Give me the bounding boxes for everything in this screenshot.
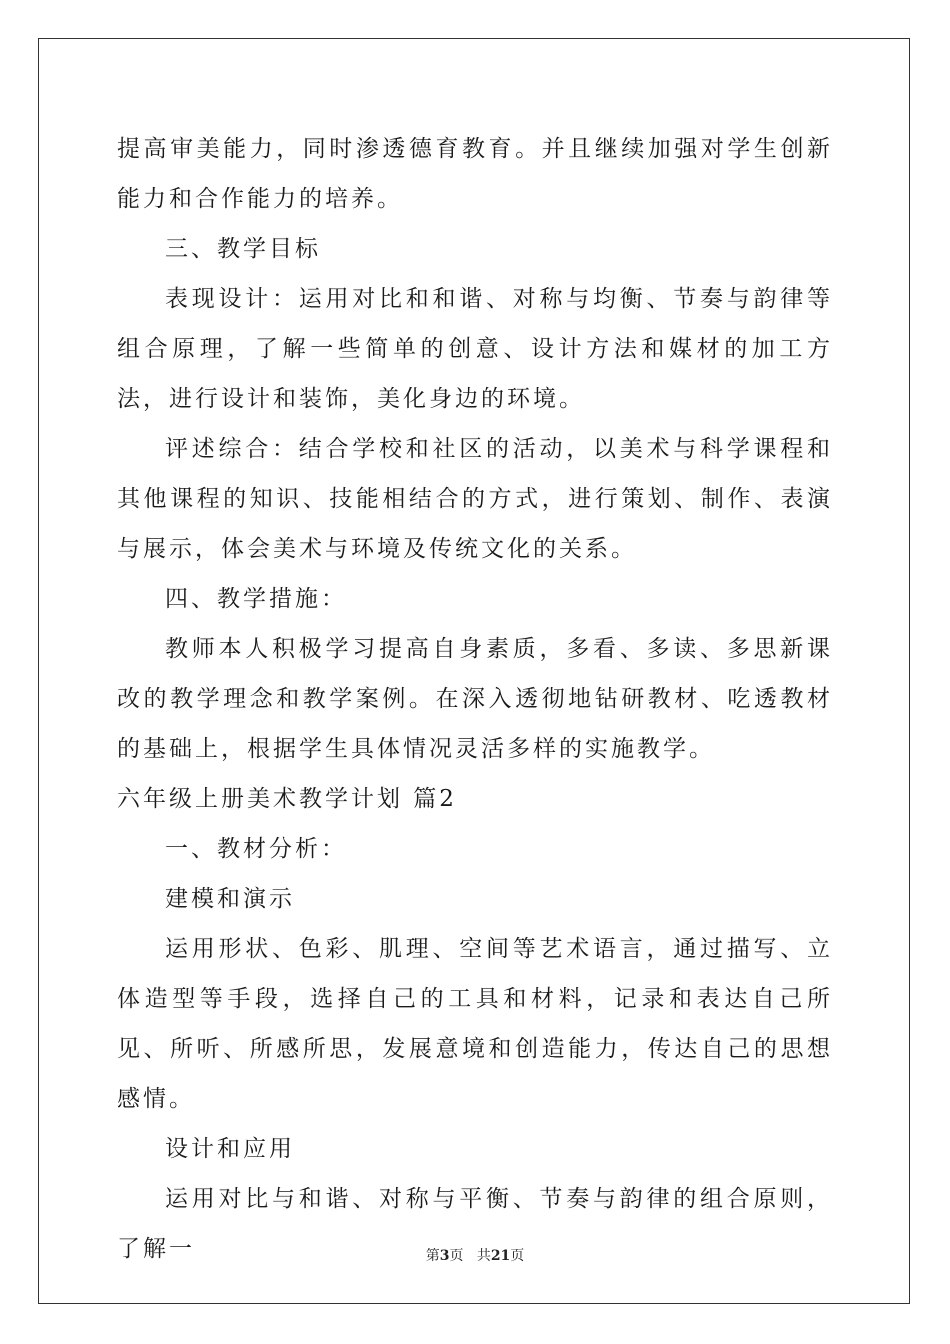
- subsection-heading: 设计和应用: [165, 1136, 295, 1162]
- page-footer: [0, 1245, 950, 1265]
- paragraph: 运用对比与和谐、对称与平衡、节奏与韵律的组合原则，了解一: [117, 1186, 833, 1262]
- section-heading: 三、教学目标: [165, 236, 321, 262]
- total-pages-number: 21: [490, 1248, 511, 1264]
- footer-prefix: 第: [425, 1248, 440, 1264]
- footer-total-suffix: 页: [510, 1248, 525, 1264]
- section-heading: 一、教材分析：: [165, 836, 347, 862]
- footer-page-suffix: 页: [449, 1248, 464, 1264]
- footer-total-prefix: 共: [476, 1248, 491, 1264]
- article-title: 六年级上册美术教学计划 篇2: [117, 786, 457, 812]
- paragraph: 提高审美能力，同时渗透德育教育。并且继续加强对学生创新能力和合作能力的培养。: [117, 136, 833, 212]
- current-page-number: 3: [439, 1248, 450, 1264]
- section-heading: 四、教学措施：: [165, 586, 347, 612]
- paragraph: 运用形状、色彩、肌理、空间等艺术语言，通过描写、立体造型等手段，选择自己的工具和材料，记录和表达自己所见、所听、所感所思，发展意境和创造能力，传达自己的思想感情。: [117, 936, 833, 1112]
- subsection-heading: 建模和演示: [165, 886, 295, 912]
- paragraph: 表现设计：运用对比和和谐、对称与均衡、节奏与韵律等组合原理，了解一些简单的创意、设计方法和媒材的加工方法，进行设计和装饰，美化身边的环境。: [117, 286, 833, 412]
- paragraph: 评述综合：结合学校和社区的活动，以美术与科学课程和其他课程的知识、技能相结合的方式，进行策划、制作、表演与展示，体会美术与环境及传统文化的关系。: [117, 436, 833, 562]
- document-body: [117, 124, 833, 1274]
- paragraph: 教师本人积极学习提高自身素质，多看、多读、多思新课改的教学理念和教学案例。在深入透彻地钻研教材、吃透教材的基础上，根据学生具体情况灵活多样的实施教学。: [117, 636, 833, 762]
